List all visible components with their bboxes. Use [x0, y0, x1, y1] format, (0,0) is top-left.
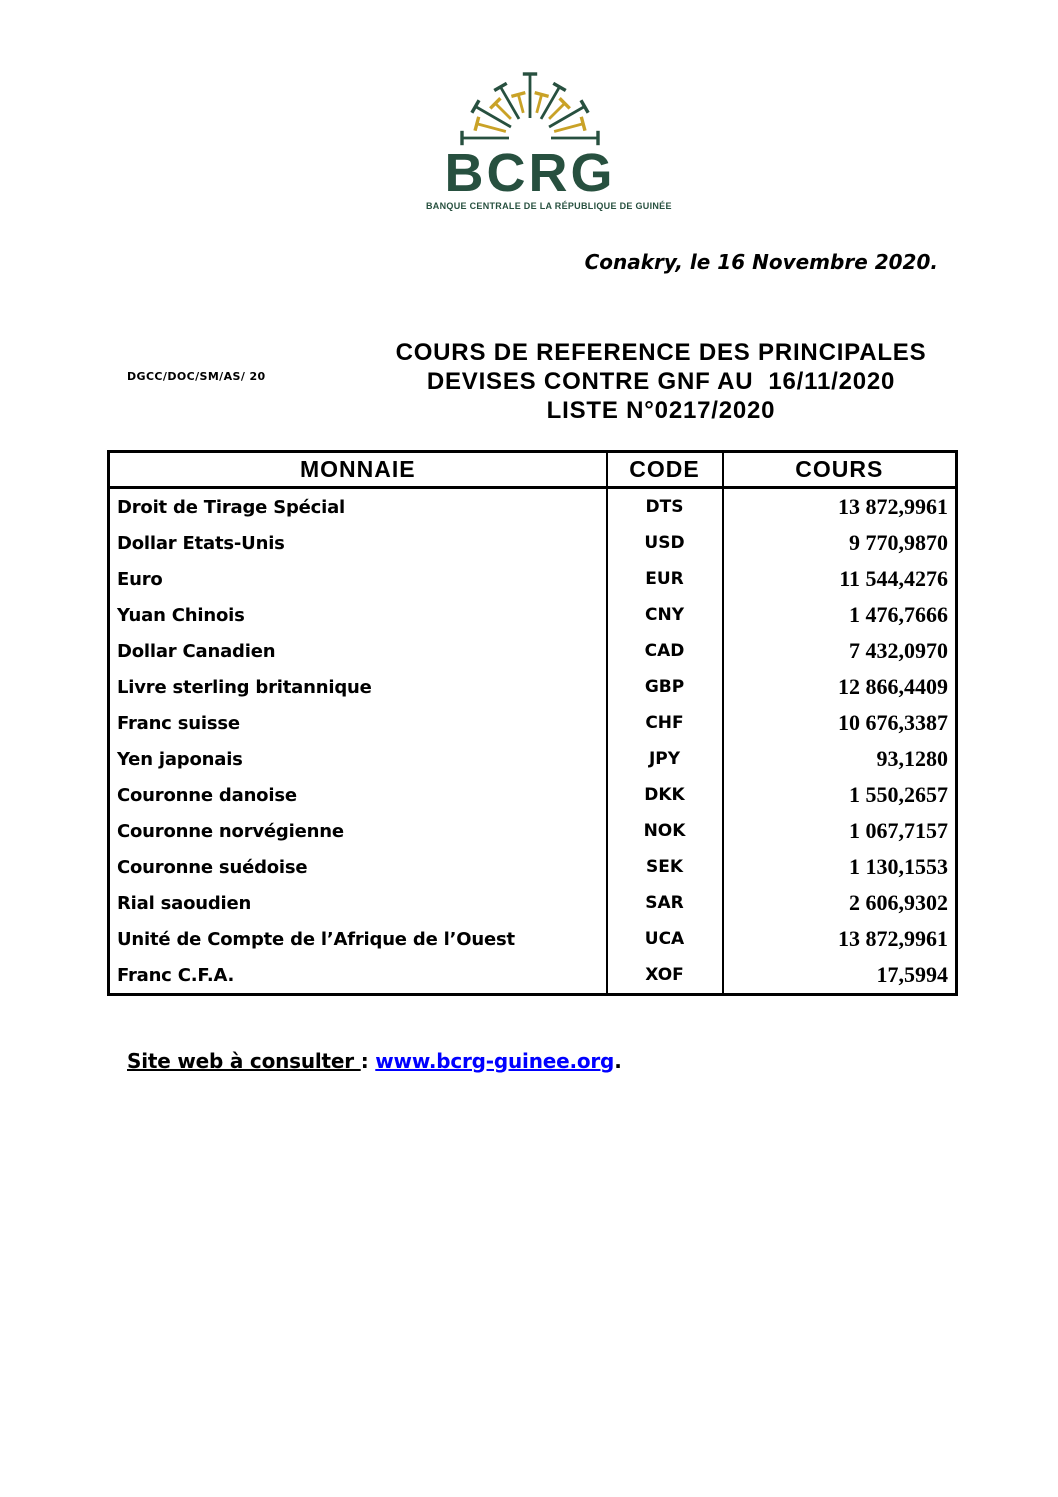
column-header-code: CODE	[607, 452, 723, 488]
exchange-rates-table	[107, 450, 958, 996]
currency-rate-cell: 12 866,4409	[723, 669, 957, 705]
currency-rate-cell: 9 770,9870	[723, 525, 957, 561]
currency-code-cell: EUR	[607, 561, 723, 597]
currency-rate-cell: 93,1280	[723, 741, 957, 777]
table-row	[109, 633, 957, 669]
table-row	[109, 885, 957, 921]
currency-rate-cell: 1 130,1553	[723, 849, 957, 885]
currency-code-cell: CAD	[607, 633, 723, 669]
currency-name-cell: Droit de Tirage Spécial	[117, 496, 346, 518]
currency-rate-cell: 13 872,9961	[723, 921, 957, 957]
currency-name-cell: Couronne danoise	[117, 784, 297, 806]
currency-name-cell: Franc suisse	[117, 712, 240, 734]
website-period: .	[614, 1049, 622, 1073]
currency-name-cell: Franc C.F.A.	[117, 964, 235, 986]
document-title	[300, 338, 1022, 425]
column-header-cours: COURS	[723, 452, 957, 488]
currency-rate-cell: 1 476,7666	[723, 597, 957, 633]
currency-name-cell: Dollar Canadien	[117, 640, 276, 662]
currency-name-cell: Yen japonais	[117, 748, 243, 770]
table-row	[109, 561, 957, 597]
logo-name: BCRG	[444, 143, 616, 203]
currency-code-cell: SEK	[607, 849, 723, 885]
table-row	[109, 705, 957, 741]
table-row	[109, 849, 957, 885]
title-line-1: COURS DE REFERENCE DES PRINCIPALES	[395, 339, 927, 366]
currency-code-cell: XOF	[607, 957, 723, 995]
column-header-monnaie: MONNAIE	[109, 452, 607, 488]
currency-rate-cell: 10 676,3387	[723, 705, 957, 741]
title-line-3: LISTE N°0217/2020	[546, 397, 776, 424]
currency-code-cell: GBP	[607, 669, 723, 705]
currency-rate-cell: 17,5994	[723, 957, 957, 995]
currency-code-cell: DKK	[607, 777, 723, 813]
currency-name-cell: Unité de Compte de l’Afrique de l’Ouest	[117, 928, 515, 950]
bcrg-logo	[426, 62, 672, 211]
currency-rate-cell: 7 432,0970	[723, 633, 957, 669]
table-row	[109, 488, 957, 526]
title-line-2: DEVISES CONTRE GNF AU 16/11/2020	[426, 368, 896, 395]
website-label: Site web à consulter	[127, 1049, 361, 1073]
website-link[interactable]: www.bcrg-guinee.org	[375, 1049, 615, 1073]
currency-name-cell: Couronne suédoise	[117, 856, 308, 878]
currency-code-cell: CNY	[607, 597, 723, 633]
currency-rate-cell: 1 550,2657	[723, 777, 957, 813]
currency-rate-cell: 11 544,4276	[723, 561, 957, 597]
table-row	[109, 777, 957, 813]
date-line: Conakry, le 16 Novembre 2020.	[584, 250, 938, 274]
currency-rate-cell: 1 067,7157	[723, 813, 957, 849]
currency-name-cell: Couronne norvégienne	[117, 820, 344, 842]
currency-name-cell: Rial saoudien	[117, 892, 252, 914]
bcrg-sunburst-icon	[426, 62, 634, 148]
table-row	[109, 957, 957, 995]
website-separator: :	[360, 1049, 376, 1073]
reference-code: DGCC/DOC/SM/AS/ 20	[127, 370, 266, 383]
currency-code-cell: UCA	[607, 921, 723, 957]
currency-code-cell: NOK	[607, 813, 723, 849]
logo-tagline: BANQUE CENTRALE DE LA RÉPUBLIQUE DE GUINÉE	[426, 201, 672, 211]
currency-code-cell: JPY	[607, 741, 723, 777]
currency-rate-cell: 2 606,9302	[723, 885, 957, 921]
table-row	[109, 921, 957, 957]
currency-name-cell: Yuan Chinois	[117, 604, 245, 626]
currency-code-cell: SAR	[607, 885, 723, 921]
currency-rate-cell: 13 872,9961	[723, 488, 957, 526]
table-row	[109, 597, 957, 633]
currency-code-cell: USD	[607, 525, 723, 561]
table-row	[109, 525, 957, 561]
currency-name-cell: Euro	[117, 568, 163, 590]
table-row	[109, 741, 957, 777]
website-line	[127, 1049, 622, 1073]
table-row	[109, 813, 957, 849]
currency-name-cell: Dollar Etats-Unis	[117, 532, 285, 554]
currency-name-cell: Livre sterling britannique	[117, 676, 372, 698]
table-row	[109, 669, 957, 705]
currency-code-cell: CHF	[607, 705, 723, 741]
currency-code-cell: DTS	[607, 488, 723, 526]
table-header-row	[109, 452, 957, 488]
